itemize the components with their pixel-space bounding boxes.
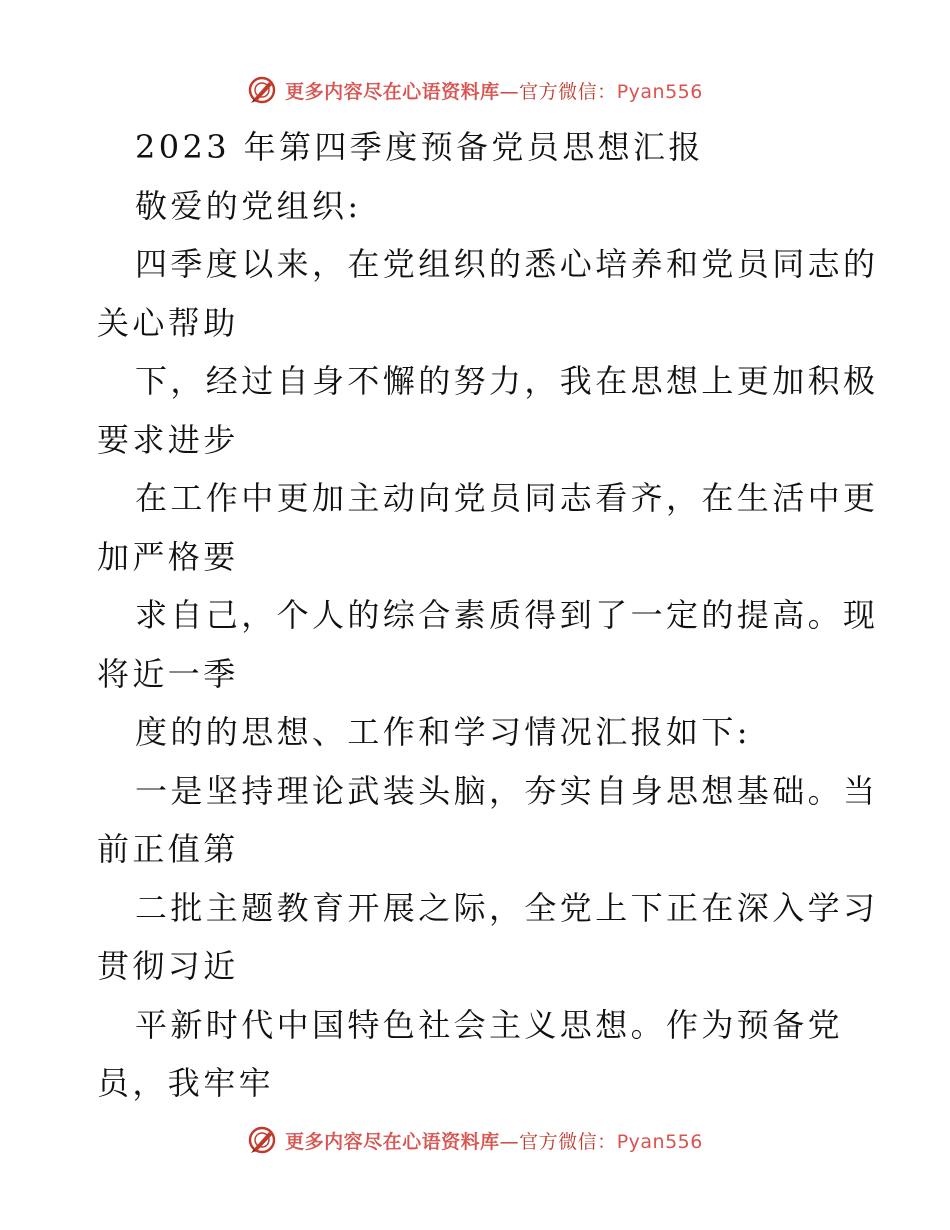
document-line: 2023 年第四季度预备党员思想汇报 <box>135 128 704 166</box>
watermark-text <box>285 77 703 104</box>
watermark-handle: Pyan556 <box>616 80 703 103</box>
document-line: 在工作中更加主动向党员同志看齐，在生活中更 <box>135 479 879 517</box>
header-watermark <box>0 70 950 110</box>
document-line: 关心帮助 <box>97 303 239 342</box>
document-line: 下，经过自身不懈的努力，我在思想上更加积极 <box>135 362 879 400</box>
watermark-separator: — <box>499 80 520 103</box>
pen-logo-icon <box>247 1125 277 1155</box>
watermark-text <box>285 1127 703 1154</box>
watermark-separator: — <box>499 1130 520 1153</box>
document-line: 二批主题教育开展之际，全党上下正在深入学习 <box>135 888 879 927</box>
watermark-handle: Pyan556 <box>616 1130 703 1153</box>
document-line: 要求进步 <box>97 420 239 459</box>
watermark-label: 官方微信： <box>519 1130 617 1153</box>
watermark-brand: 更多内容尽在心语资料库 <box>285 1130 500 1153</box>
document-line: 将近一季 <box>97 654 239 693</box>
document-line: 一是坚持理论武装头脑，夯实自身思想基础。当 <box>135 771 879 810</box>
document-line: 四季度以来，在党组织的悉心培养和党员同志的 <box>135 245 879 283</box>
watermark-label: 官方微信： <box>519 80 617 103</box>
document-line: 敬爱的党组织: <box>135 186 362 225</box>
document-line: 加严格要 <box>97 537 239 576</box>
footer-watermark <box>0 1120 950 1160</box>
watermark-brand: 更多内容尽在心语资料库 <box>285 80 500 103</box>
pen-logo-icon <box>247 75 277 105</box>
document-line: 前正值第 <box>97 830 239 868</box>
document-line: 员，我牢牢 <box>97 1064 275 1102</box>
document-line: 求自己，个人的综合素质得到了一定的提高。现 <box>135 596 879 634</box>
document-line: 贯彻习近 <box>97 947 239 985</box>
document-body <box>97 118 879 1113</box>
document-line: 平新时代中国特色社会主义思想。作为预备党 <box>135 1005 844 1044</box>
document-line: 度的的思想、工作和学习情况汇报如下: <box>135 713 751 751</box>
